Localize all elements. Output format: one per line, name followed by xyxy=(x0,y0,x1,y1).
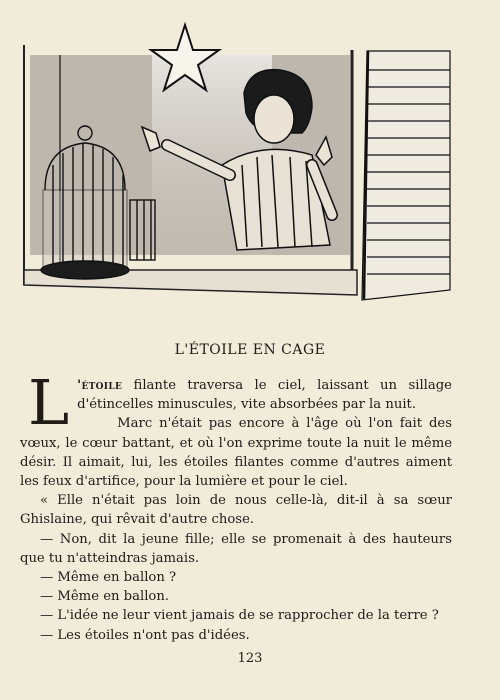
paragraph-4: — Non, dit la jeune fille; elle se promenait à des hauteurs que tu n'atteindras jamais. xyxy=(20,531,452,566)
dropcap: L xyxy=(28,366,70,439)
paragraph-6: — Même en ballon. xyxy=(40,589,170,605)
illustration xyxy=(12,15,492,305)
paragraph-3: « Elle n'était pas loin de nous celle-là, dit-il à sa sœur Ghislaine, qui rêvait d'autre chose. xyxy=(20,493,452,528)
body-text xyxy=(20,366,452,645)
paragraph-1 xyxy=(20,366,452,439)
paragraph-8: — Les étoiles n'ont pas d'idées. xyxy=(40,627,250,643)
page-number: 123 xyxy=(237,651,263,666)
shutter xyxy=(362,51,450,300)
paragraph-1-text: filante traversa le ciel, laissant un sillage d'étincelles minuscules, vite absorbées par la nuit. xyxy=(77,378,452,413)
paragraph-2: Marc n'était pas encore à l'âge où l'on fait des vœux, le cœur battant, et où l'on exprime toute la nuit le même désir. Il aimait, lui, les étoiles filantes comme d'autres aiment les feux d'artifice, pour la lumière et pour le ciel. xyxy=(20,416,452,490)
illustration-drawing xyxy=(12,15,492,305)
first-word: 'étoile xyxy=(77,378,123,393)
paragraph-7: — L'idée ne leur vient jamais de se rapprocher de la terre ? xyxy=(40,608,439,624)
chapter-title: L'ÉTOILE EN CAGE xyxy=(174,342,326,358)
paragraph-5: — Même en ballon ? xyxy=(40,570,177,586)
